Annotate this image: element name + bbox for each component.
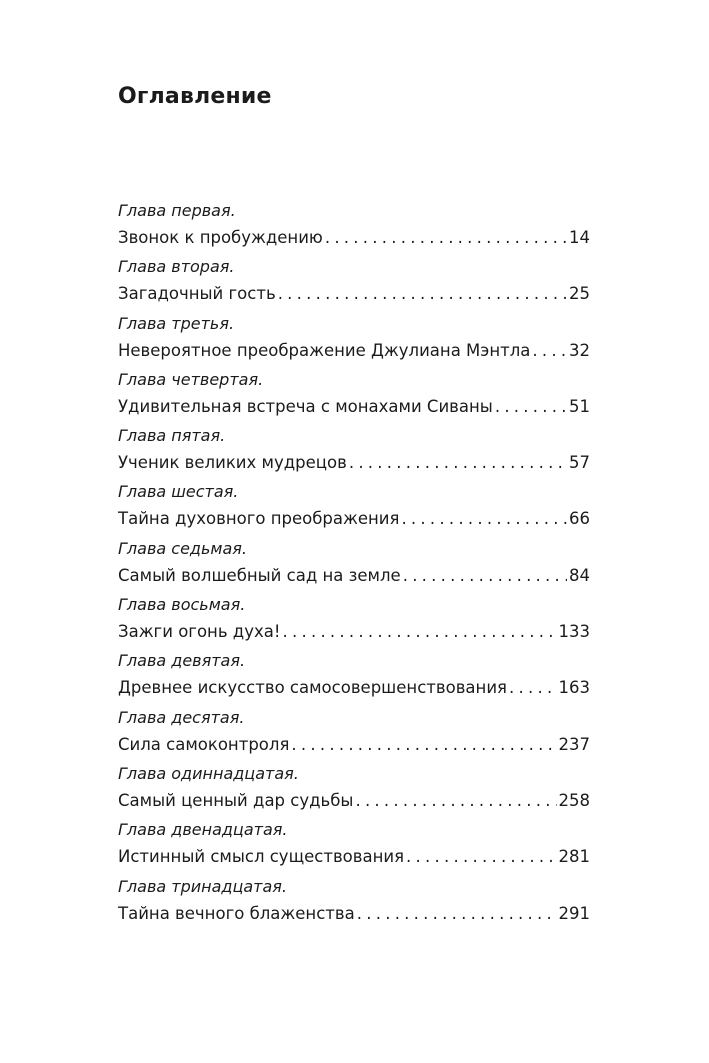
dot-leader	[349, 449, 567, 476]
chapter-title: Самый ценный дар судьбы	[118, 790, 354, 810]
chapter-title: Зажги огонь духа!	[118, 622, 281, 642]
toc-line	[118, 280, 590, 307]
toc-line	[118, 562, 590, 589]
toc-entry	[118, 367, 590, 423]
chapter-title: Истинный смысл существования	[118, 847, 405, 867]
dot-leader	[406, 843, 556, 870]
dot-leader	[403, 562, 567, 589]
toc-entry	[118, 311, 590, 367]
page-title: Оглавление	[118, 84, 272, 109]
dot-leader	[509, 674, 557, 701]
chapter-label: Глава восьмая.	[118, 595, 246, 615]
dot-leader	[495, 393, 567, 420]
toc-entry	[118, 817, 590, 873]
toc-entry	[118, 479, 590, 535]
chapter-title: Самый волшебный сад на земле	[118, 565, 401, 585]
page-number: 66	[569, 509, 590, 529]
toc-entry	[118, 254, 590, 310]
dot-leader	[532, 337, 567, 364]
toc-entry	[118, 592, 590, 648]
toc-entry	[118, 423, 590, 479]
page-number: 291	[558, 903, 590, 923]
chapter-label: Глава вторая.	[118, 257, 235, 277]
page-number: 57	[569, 453, 590, 473]
chapter-label: Глава четвертая.	[118, 369, 264, 389]
dot-leader	[278, 280, 567, 307]
dot-leader	[282, 618, 556, 645]
page-number: 258	[558, 790, 590, 810]
toc-line	[118, 449, 590, 476]
page-number: 14	[569, 228, 590, 247]
chapter-label: Глава двенадцатая.	[118, 820, 288, 840]
chapter-title: Тайна духовного преображения	[118, 509, 400, 529]
toc-entry	[118, 874, 590, 930]
dot-leader	[355, 787, 556, 814]
page-number: 84	[569, 565, 590, 585]
chapter-label: Глава первая.	[118, 201, 236, 220]
chapter-title: Ученик великих мудрецов	[118, 453, 347, 473]
dot-leader	[401, 505, 567, 532]
toc-entry	[118, 198, 590, 254]
table-of-contents	[118, 198, 590, 930]
toc-line	[118, 787, 590, 814]
chapter-title: Древнее искусство самосовершенствования	[118, 678, 507, 698]
toc-line	[118, 900, 590, 927]
chapter-label: Глава десятая.	[118, 707, 245, 727]
page-number: 237	[558, 734, 590, 754]
chapter-label: Глава тринадцатая.	[118, 876, 287, 896]
toc-line	[118, 505, 590, 532]
toc-entry	[118, 648, 590, 704]
toc-line	[118, 674, 590, 701]
chapter-title: Загадочный гость	[118, 284, 276, 304]
dot-leader	[325, 224, 567, 251]
chapter-title: Удивительная встреча с монахами Сиваны	[118, 396, 493, 416]
toc-line	[118, 731, 590, 758]
page-number: 163	[558, 678, 590, 698]
toc-line	[118, 393, 590, 420]
chapter-title: Сила самоконтроля	[118, 734, 290, 754]
toc-entry	[118, 705, 590, 761]
page-number: 281	[558, 847, 590, 867]
toc-line	[118, 337, 590, 364]
toc-line	[118, 618, 590, 645]
page-number: 133	[558, 622, 590, 642]
chapter-title: Тайна вечного блаженства	[118, 903, 355, 923]
dot-leader	[357, 900, 557, 927]
toc-line	[118, 843, 590, 870]
chapter-label: Глава пятая.	[118, 426, 226, 446]
page-number: 25	[569, 284, 590, 304]
page-number: 32	[569, 340, 590, 360]
chapter-label: Глава третья.	[118, 313, 235, 333]
chapter-title: Звонок к пробуждению	[118, 228, 323, 247]
toc-entry	[118, 761, 590, 817]
chapter-label: Глава шестая.	[118, 482, 239, 502]
dot-leader	[291, 731, 556, 758]
toc-line	[118, 224, 590, 251]
chapter-label: Глава седьмая.	[118, 538, 247, 558]
toc-entry	[118, 536, 590, 592]
chapter-title: Невероятное преображение Джулиана Мэнтла	[118, 340, 531, 360]
chapter-label: Глава одиннадцатая.	[118, 763, 299, 783]
chapter-label: Глава девятая.	[118, 651, 246, 671]
page-number: 51	[569, 396, 590, 416]
